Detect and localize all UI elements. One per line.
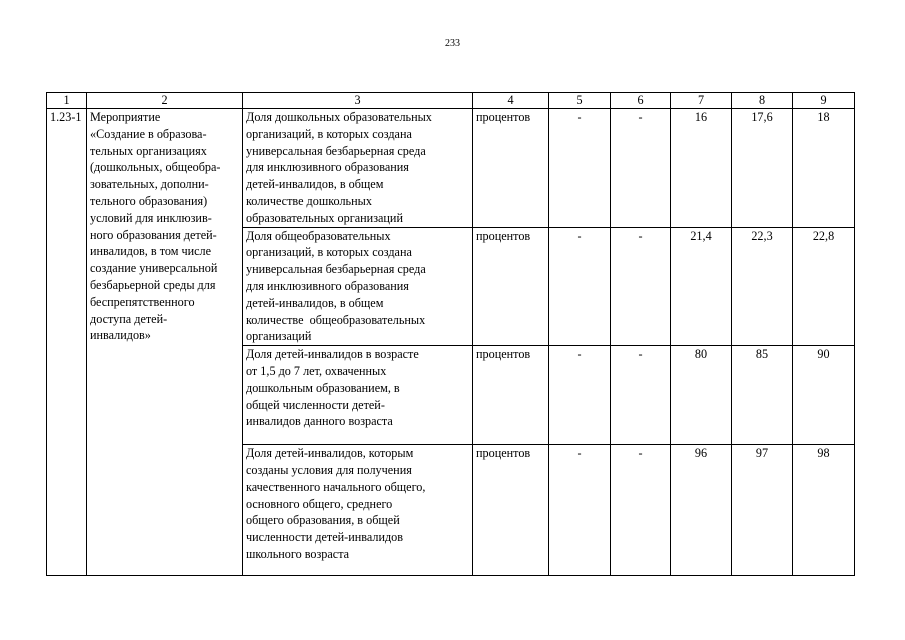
header-cell: 5 [549,93,611,109]
value-cell: 16 [671,109,732,228]
value-cell: 18 [793,109,855,228]
value-cell: 90 [793,346,855,445]
header-cell: 3 [243,93,473,109]
measure-line: тельного образования) [90,193,208,208]
value-cell: - [611,445,671,576]
value-cell: 85 [732,346,793,445]
indicator-line: инвалидов данного возраста [246,414,393,429]
indicator-line: организаций, в которых создана [246,126,412,141]
indicator-line: детей-инвалидов, в общем [246,177,384,192]
indicator-line: дошкольным образованием, в [246,380,400,395]
measure-line: инвалидов» [90,328,151,343]
header-cell: 1 [47,93,87,109]
header-cell: 4 [473,93,549,109]
indicator-text [246,228,469,346]
value-cell: 17,6 [732,109,793,228]
indicator-text [246,346,469,430]
indicator-line: Доля общеобразовательных [246,228,391,243]
indicator-text [246,109,469,227]
value-cell: 22,8 [793,227,855,346]
value-cell: 96 [671,445,732,576]
indicators-table [46,92,855,576]
indicator-line: образовательных организаций [246,210,403,225]
measure-line: условий для инклюзив- [90,210,212,225]
header-cell: 9 [793,93,855,109]
unit-cell: процентов [473,445,549,576]
value-cell: - [611,346,671,445]
value-cell: - [549,445,611,576]
value-cell: - [549,227,611,346]
indicator-line: универсальная безбарьерная среда [246,262,426,277]
indicator-line: общей численности детей- [246,397,385,412]
value-cell: - [549,109,611,228]
indicator-line: школьного возраста [246,546,350,561]
indicator-line: детей-инвалидов, в общем [246,295,384,310]
measure-line: (дошкольных, общеобра- [90,160,221,175]
indicator-line: численности детей-инвалидов [246,530,404,545]
indicator-line: для инклюзивного образования [246,278,409,293]
header-cell: 7 [671,93,732,109]
indicator-line: организаций, в которых создана [246,245,412,260]
value-cell: 98 [793,445,855,576]
value-cell: - [611,109,671,228]
indicator-text [246,445,469,563]
code-cell: 1.23-1 [47,109,87,576]
unit-cell: процентов [473,227,549,346]
indicator-line: качественного начального общего, [246,479,426,494]
value-cell: 97 [732,445,793,576]
indicator-cell [243,109,473,228]
unit-cell: процентов [473,109,549,228]
table-row [47,109,855,228]
table-header-row [47,93,855,109]
measure-line: инвалидов, в том числе [90,244,212,259]
indicator-line: общего образования, в общей [246,513,400,528]
measure-cell [87,109,243,576]
indicator-cell [243,445,473,576]
measure-line: беспрепятственного [90,294,195,309]
indicator-line: от 1,5 до 7 лет, охваченных [246,363,387,378]
measure-line: безбарьерной среды для [90,277,216,292]
value-cell: 22,3 [732,227,793,346]
measure-text [90,109,239,344]
value-cell: 21,4 [671,227,732,346]
indicator-line: универсальная безбарьерная среда [246,143,426,158]
indicator-line: организаций [246,329,312,344]
measure-line: Мероприятие [90,110,161,124]
measure-line: тельных организациях [90,143,207,158]
indicator-line: количестве дошкольных [246,193,372,208]
indicator-cell [243,346,473,445]
indicator-line: количестве общеобразовательных [246,312,426,327]
page-number: 233 [445,38,460,49]
measure-line: доступа детей- [90,311,168,326]
measure-line: ного образования детей- [90,227,217,242]
indicator-line: Доля детей-инвалидов, которым [246,446,414,461]
indicator-line: для инклюзивного образования [246,160,409,175]
indicator-line: основного общего, среднего [246,496,393,511]
measure-line: «Создание в образова- [90,126,207,141]
value-cell: - [549,346,611,445]
header-cell: 8 [732,93,793,109]
unit-cell: процентов [473,346,549,445]
header-cell: 2 [87,93,243,109]
indicator-cell [243,227,473,346]
measure-line: зовательных, дополни- [90,177,209,192]
value-cell: - [611,227,671,346]
indicator-line: Доля детей-инвалидов в возрасте [246,347,419,362]
indicator-line: созданы условия для получения [246,462,412,477]
indicator-line: Доля дошкольных образовательных [246,110,432,124]
header-cell: 6 [611,93,671,109]
measure-line: создание универсальной [90,261,218,276]
value-cell: 80 [671,346,732,445]
